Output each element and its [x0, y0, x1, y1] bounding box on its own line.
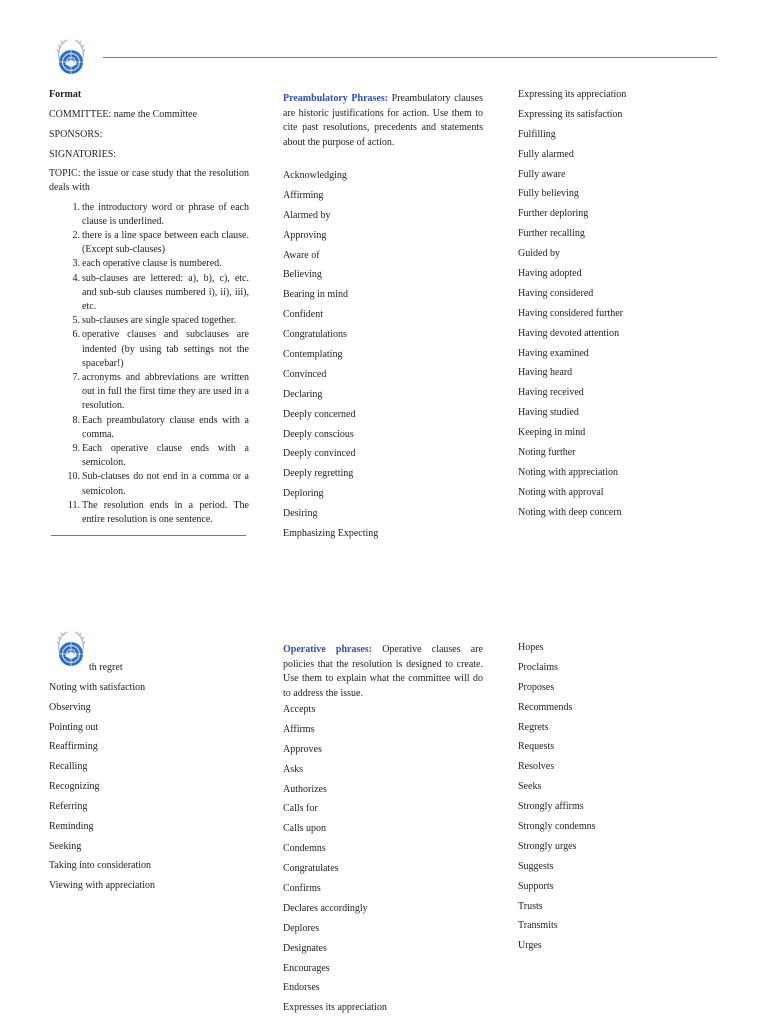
preambulatory-phrase-list-continued [518, 89, 718, 527]
list-item: Recalling [49, 761, 88, 773]
list-item: Deplores [283, 922, 320, 934]
list-item: Desiring [283, 508, 318, 520]
list-item: Expressing its appreciation [518, 89, 627, 100]
format-rules-list [49, 201, 249, 528]
rule-item: 5. sub-clauses are single spaced together. [72, 315, 237, 327]
list-item: Endorses [283, 982, 320, 994]
list-item: Recognizing [49, 781, 100, 793]
list-item: Strongly affirms [518, 801, 584, 813]
list-item: Taking into consideration [49, 860, 152, 872]
list-item: Congratulations [283, 329, 347, 341]
list-item: Having heard [518, 367, 573, 379]
list-item: Calls for [283, 803, 318, 815]
operative-intro: Operative phrases: Operative clauses are policies that the resolution is designed to create. Use them to explain what the committee will do to address the issue. [283, 644, 483, 699]
preambulatory-section [283, 92, 483, 548]
preambulatory-lead: Preambulatory Phrases: [283, 93, 389, 104]
list-item: Further deploring [518, 208, 589, 220]
rule-item: 6. operative clauses and subclauses are indented (by using tab settings not the spacebar!) [72, 329, 249, 369]
list-item: Further recalling [518, 228, 585, 240]
list-item: Deeply conscious [283, 428, 354, 440]
list-item: Emphasizing Expecting [283, 528, 379, 540]
list-item: Requests [518, 741, 555, 753]
list-item: Regrets [518, 721, 549, 733]
list-item: Noting with deep concern [518, 506, 622, 518]
rule-item: 9. Each operative clause ends with a semicolon. [72, 443, 249, 469]
list-item: Having devoted attention [518, 327, 620, 339]
list-item: Supports [518, 880, 554, 892]
list-item: Keeping in mind [518, 427, 586, 439]
list-item: Trusts [518, 900, 543, 912]
list-item: Seeking [49, 840, 82, 852]
list-item: Fulfilling [518, 128, 556, 140]
list-item: Condemns [283, 843, 326, 855]
rule-item: 1. the introductory word or phrase of each clause is underlined. [72, 201, 249, 227]
list-item: Having received [518, 387, 584, 399]
list-item: Congratulates [283, 863, 339, 875]
list-item: Strongly condemns [518, 821, 596, 833]
list-item: th regret [89, 662, 123, 673]
list-item: Fully aware [518, 168, 566, 180]
list-item: Resolves [518, 761, 555, 773]
rule-item: 8. Each preambulatory clause ends with a comma. [72, 414, 249, 440]
operative-section [283, 643, 483, 1022]
un-emblem-icon [53, 36, 89, 78]
list-item: Reminding [49, 820, 94, 832]
rule-item: 10. Sub-clauses do not end in a comma or a semicolon. [67, 471, 249, 497]
list-item: Noting further [518, 447, 576, 459]
list-item: Expresses its appreciation [283, 1002, 387, 1014]
list-item: Hopes [518, 642, 544, 653]
list-item: Confirms [283, 883, 321, 895]
list-item: Having adopted [518, 268, 582, 280]
list-item: Suggests [518, 860, 554, 872]
list-item: Deeply convinced [283, 448, 356, 460]
list-item: Designates [283, 942, 327, 954]
operative-lead: Operative phrases: [283, 644, 373, 655]
operative-phrase-list-continued [518, 642, 718, 960]
list-item: Reaffirming [49, 741, 98, 753]
list-item: Affirms [283, 723, 315, 735]
list-item: Guided by [518, 248, 560, 260]
list-item: Deeply regretting [283, 468, 354, 480]
list-item: Declares accordingly [283, 902, 368, 914]
list-item: Believing [283, 269, 322, 281]
list-item: Acknowledging [283, 170, 347, 181]
list-item: Approves [283, 743, 322, 755]
list-item: Recommends [518, 701, 573, 713]
list-item: Fully believing [518, 188, 579, 200]
preambulatory-intro: Preambulatory Phrases: Preambulatory clauses are historic justifications for action. Use them to cite past resolutions, precedents and statements about the purpose of action. [283, 93, 483, 148]
list-item: Calls upon [283, 823, 327, 835]
list-item: Approving [283, 229, 327, 241]
list-item: Convinced [283, 368, 327, 380]
preambulatory-phrase-list [283, 170, 483, 548]
list-item: Confident [283, 309, 323, 321]
list-item: Noting with appreciation [518, 466, 618, 478]
list-item: Alarmed by [283, 209, 331, 221]
list-item: Proposes [518, 681, 555, 693]
signatories-field: SIGNATORIES: [49, 148, 117, 160]
sponsors-field: SPONSORS: [49, 128, 103, 140]
list-item: Having studied [518, 407, 579, 419]
list-item: Having considered further [518, 307, 623, 319]
committee-field: COMMITTEE: name the Committee [49, 108, 198, 120]
list-item: Bearing in mind [283, 289, 348, 301]
list-item: Aware of [283, 249, 320, 261]
list-item: Authorizes [283, 783, 327, 795]
topic-field: TOPIC: the issue or case study that the resolution deals with [49, 167, 249, 194]
list-item: Deeply concerned [283, 408, 356, 420]
list-item: Asks [283, 763, 304, 775]
list-item: Referring [49, 800, 88, 812]
preambulatory-phrase-list-final [49, 662, 269, 900]
list-item: Noting with satisfaction [49, 681, 146, 693]
list-item: Contemplating [283, 349, 343, 361]
list-item: Fully alarmed [518, 148, 574, 160]
operative-phrase-list [283, 704, 483, 1022]
list-item: Pointing out [49, 721, 99, 733]
list-item: Noting with approval [518, 486, 604, 498]
list-item: Having considered [518, 287, 594, 299]
list-item: Deploring [283, 488, 324, 500]
rule-item: 2. there is a line space between each clause. (Except sub-clauses) [72, 229, 249, 256]
rule-item: 11. The resolution ends in a period. The entire resolution is one sentence. [67, 499, 249, 526]
list-item: Viewing with appreciation [49, 880, 156, 892]
header-rule [103, 57, 717, 58]
format-end-rule [51, 535, 246, 536]
un-emblem-icon [53, 628, 89, 670]
list-item: Expressing its satisfaction [518, 108, 623, 120]
format-heading: Format [49, 89, 82, 100]
rule-item: 7. acronyms and abbreviations are written out in full the first time they are used in a resolution. [72, 372, 249, 412]
list-item: Accepts [283, 704, 316, 715]
list-item: Urges [518, 940, 542, 952]
list-item: Strongly urges [518, 840, 577, 852]
list-item: Declaring [283, 388, 323, 400]
list-item: Having examined [518, 347, 589, 359]
list-item: Encourages [283, 962, 330, 974]
list-item: Transmits [518, 920, 558, 932]
format-section [49, 89, 249, 527]
list-item: Seeks [518, 781, 542, 793]
rule-item: 3. each operative clause is numbered. [72, 258, 222, 270]
rule-item: 4. sub-clauses are lettered: a), b), c), etc. and sub-sub clauses numbered i), ii), iii), etc. [72, 272, 249, 312]
list-item: Affirming [283, 189, 324, 201]
list-item: Observing [49, 701, 91, 713]
list-item: Proclaims [518, 661, 558, 673]
